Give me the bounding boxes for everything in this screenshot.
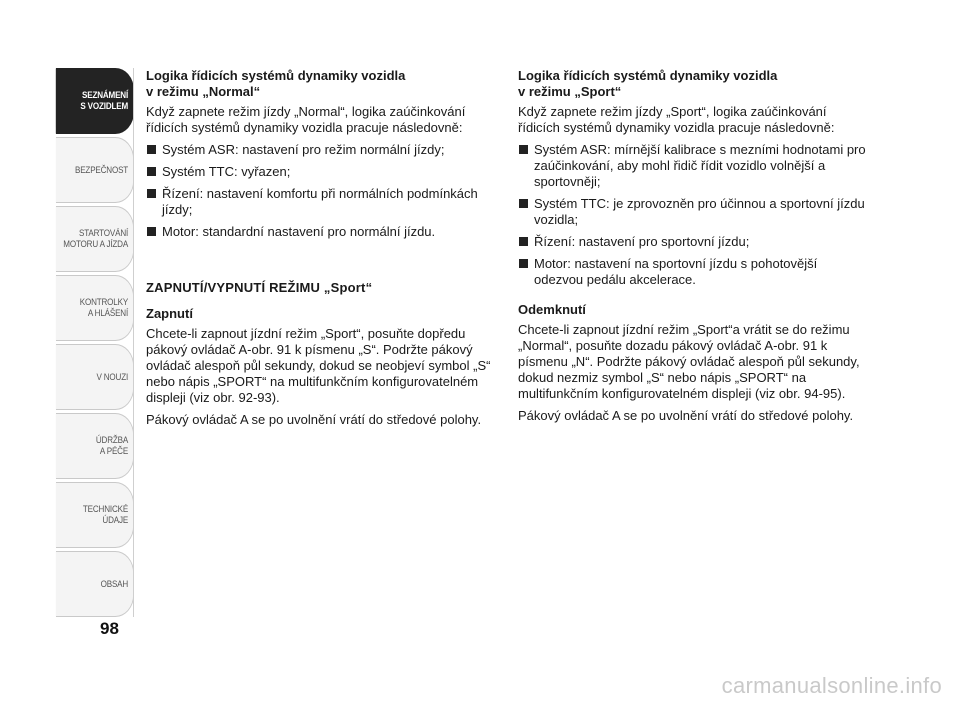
right-intro: Když zapnete režim jízdy „Sport“, logika zaúčinkování řídicích systémů dynamiky vozidla pracuje následovně: bbox=[518, 104, 835, 135]
left-paragraph-1: Chcete-li zapnout jízdní režim „Sport“, posuňte dopředu pákový ovládač A-obr. 91 k písmenu „S“. Podržte pákový ovládač alespoň půl sekundy, dokud se neobjeví symbol „S“ nebo nápis „SPORT“ na multifunkčním konfigurovatelném displeji (viz obr. 92-93). bbox=[146, 326, 491, 405]
tabs-divider bbox=[133, 68, 134, 617]
tab-obsah[interactable]: OBSAH bbox=[56, 551, 134, 617]
left-paragraph-2: Pákový ovládač A se po uvolnění vrátí do středové polohy. bbox=[146, 412, 482, 427]
left-heading-line2: v režimu „Normal“ bbox=[146, 84, 261, 99]
right-list-item: Systém TTC: je zprovozněn pro účinnou a sportovní jízdu vozidla; bbox=[518, 196, 868, 228]
right-list-item: Řízení: nastavení pro sportovní jízdu; bbox=[518, 234, 868, 250]
left-list-item: Řízení: nastavení komfortu při normálních podmínkách jízdy; bbox=[146, 186, 496, 218]
right-heading bbox=[518, 68, 868, 100]
tab-seznameni-s-vozidlem[interactable]: SEZNÁMENÍ S VOZIDLEM bbox=[56, 68, 134, 134]
left-list-item: Systém ASR: nastavení pro režim normální jízdy; bbox=[146, 142, 496, 158]
right-heading-line1: Logika řídicích systémů dynamiky vozidla bbox=[518, 68, 778, 83]
tab-bezpecnost[interactable]: BEZPEČNOST bbox=[56, 137, 134, 203]
left-heading bbox=[146, 68, 496, 100]
chapter-tabs bbox=[42, 68, 134, 620]
left-column bbox=[146, 68, 496, 434]
left-heading-line1: Logika řídicích systémů dynamiky vozidla bbox=[146, 68, 406, 83]
tab-kontrolky[interactable]: KONTROLKY A HLÁŠENÍ bbox=[56, 275, 134, 341]
left-intro: Když zapnete režim jízdy „Normal“, logika zaúčinkování řídicích systémů dynamiky vozidla pracuje následovně: bbox=[146, 104, 466, 135]
right-paragraph-2: Pákový ovládač A se po uvolnění vrátí do středové polohy. bbox=[518, 408, 854, 423]
right-list-item: Systém ASR: mírnější kalibrace s mezními hodnotami pro zaúčinkování, aby mohl řidič řídit vozidlo volnější a sportovněji; bbox=[518, 142, 868, 190]
right-paragraph-1: Chcete-li zapnout jízdní režim „Sport“a vrátit se do režimu „Normal“, posuňte dozadu pákový ovládač A-obr. 91 k písmenu „N“. Podržte pákový ovládač alespoň půl sekundy, dokud nezmiz symbol „S“ nebo nápis „SPORT“ na multifunkčním konfigurovatelném displeji (viz obr. 94-95). bbox=[518, 322, 860, 401]
section-title: ZAPNUTÍ/VYPNUTÍ REŽIMU „Sport“ bbox=[146, 280, 373, 295]
tab-v-nouzi[interactable]: V NOUZI bbox=[56, 344, 134, 410]
subsection-title-odemknuti: Odemknutí bbox=[518, 302, 586, 317]
subsection-title-zapnuti: Zapnutí bbox=[146, 306, 193, 321]
right-list-item: Motor: nastavení na sportovní jízdu s pohotovější odezvou pedálu akcelerace. bbox=[518, 256, 868, 288]
right-heading-line2: v režimu „Sport“ bbox=[518, 84, 622, 99]
watermark: carmanualsonline.info bbox=[721, 673, 942, 698]
tab-udrzba[interactable]: ÚDRŽBA A PÉČE bbox=[56, 413, 134, 479]
right-column bbox=[518, 68, 868, 430]
left-list-item: Systém TTC: vyřazen; bbox=[146, 164, 496, 180]
left-list-item: Motor: standardní nastavení pro normální jízdu. bbox=[146, 224, 496, 240]
tab-startovani-motoru[interactable]: STARTOVÁNÍ MOTORU A JÍZDA bbox=[56, 206, 134, 272]
tab-technicke-udaje[interactable]: TECHNICKÉ ÚDAJE bbox=[56, 482, 134, 548]
page-number: 98 bbox=[100, 619, 119, 638]
